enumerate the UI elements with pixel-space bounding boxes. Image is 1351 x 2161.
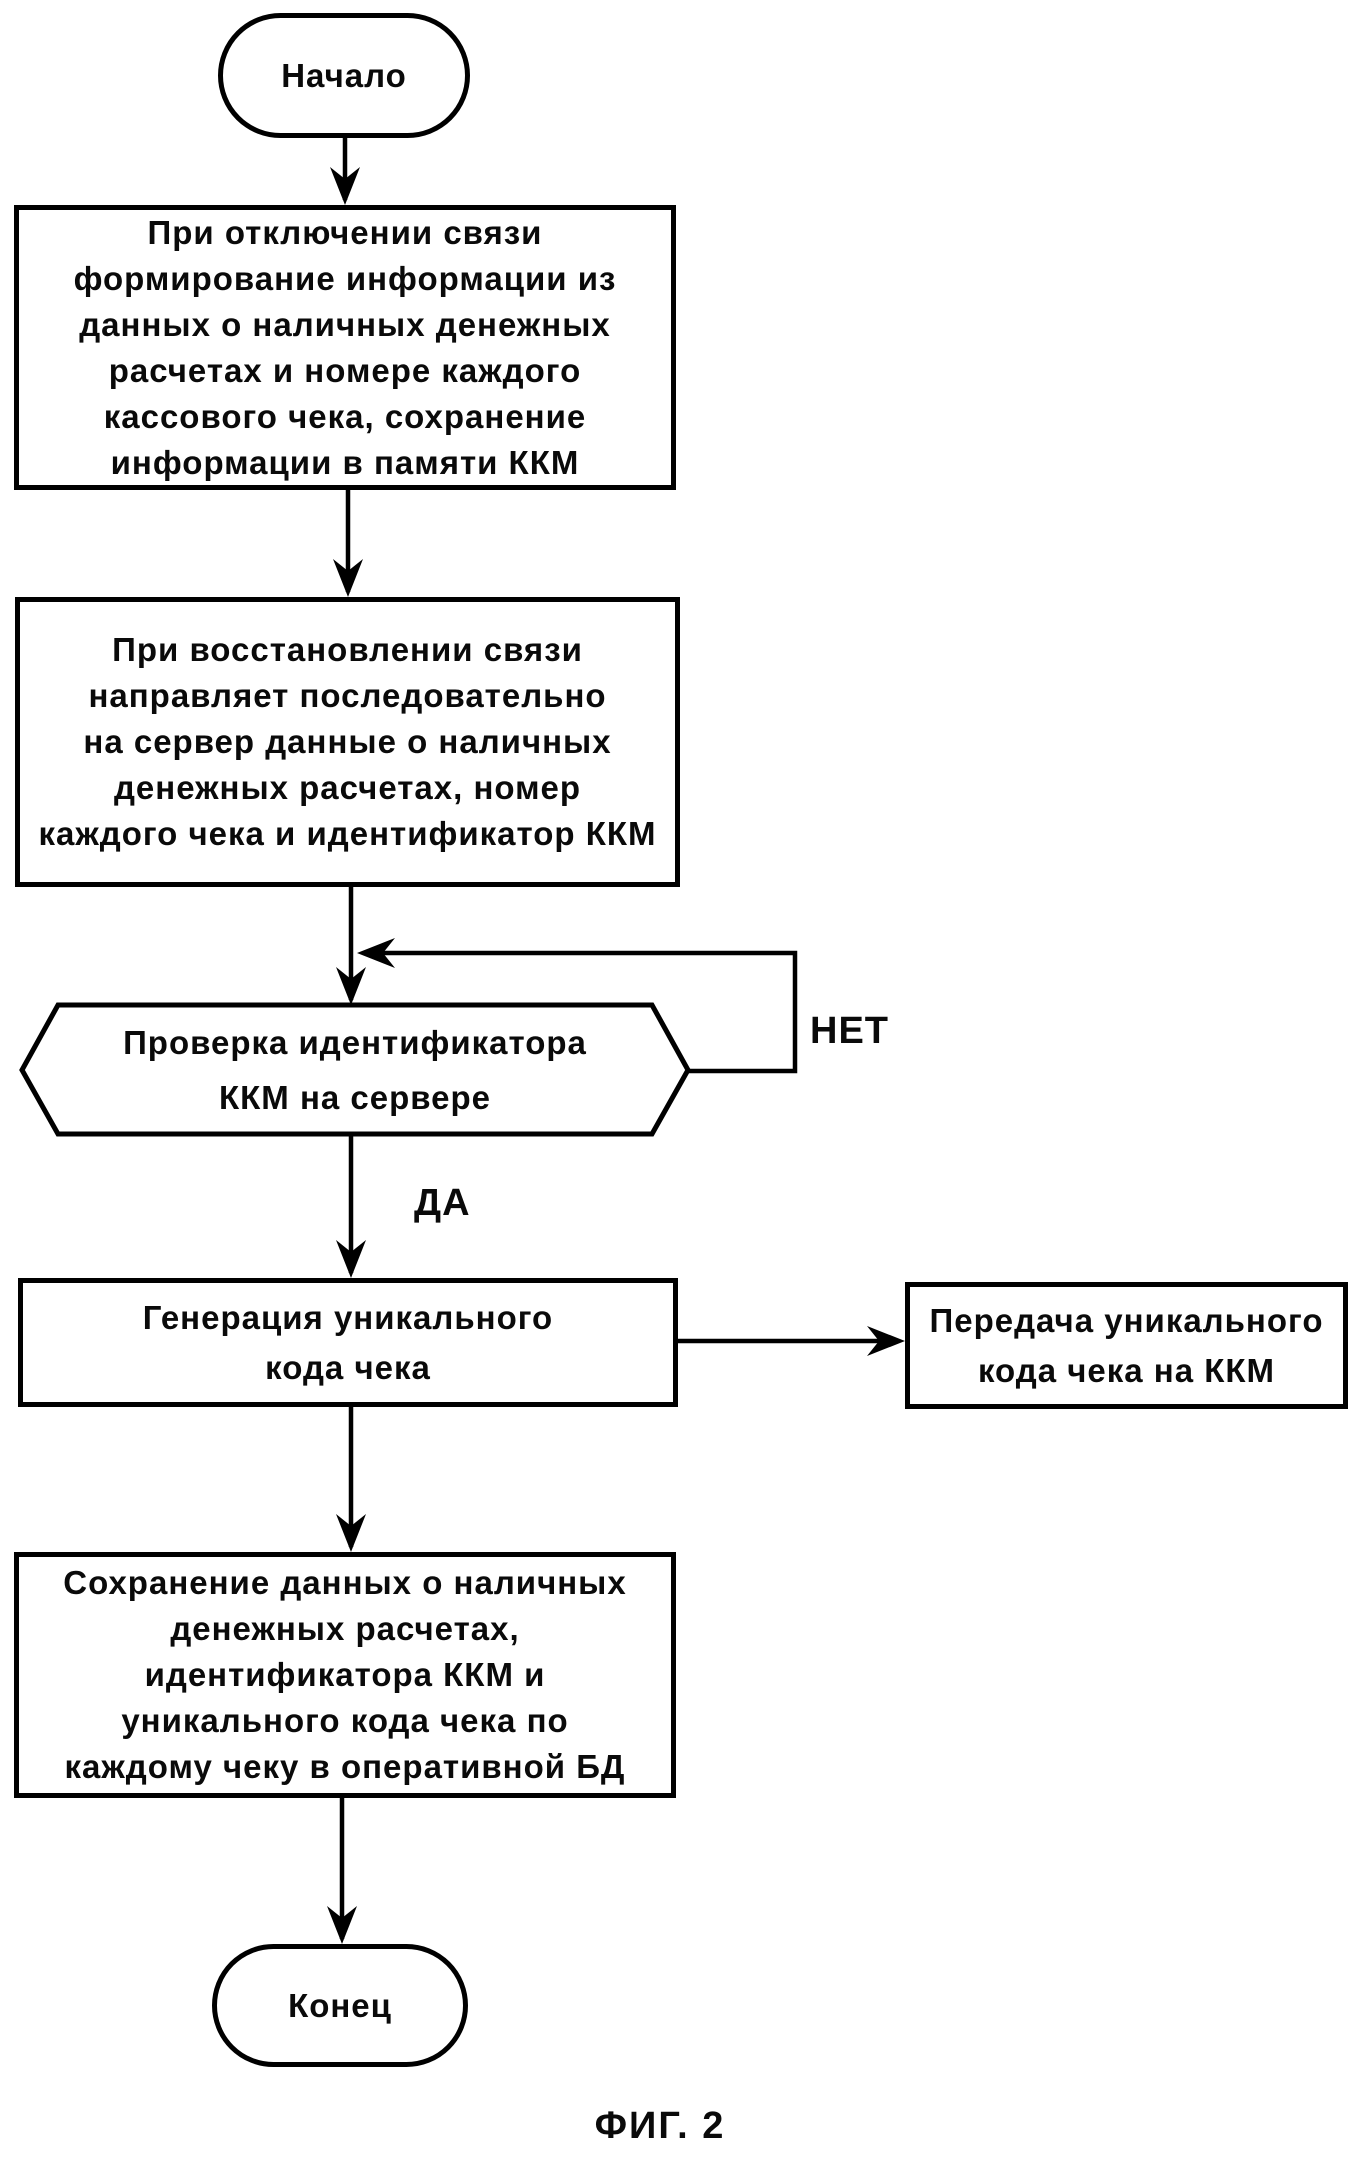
edge-label-no: НЕТ: [810, 1010, 889, 1052]
process-box-send-to-server-label: При восстановлении связи направляет последовательно на сервер данные о наличных денежных расчетах, номер каждого чека и идентификатор ККМ: [38, 631, 657, 852]
end-node-label: Конец: [288, 1986, 392, 2024]
process-box-offline-info: [14, 205, 676, 490]
process-box-transfer-code: [905, 1282, 1348, 1409]
edge-label-yes: ДА: [414, 1182, 471, 1224]
process-box-generate-code: [18, 1278, 678, 1407]
start-node: [218, 13, 470, 138]
process-box-offline-info-label: При отключении связи формирование информации из данных о наличных денежных расчетах и номере каждого кассового чека, сохранение информации в памяти ККМ: [73, 213, 617, 481]
process-box-transfer-code-label: Передача уникального кода чека на ККМ: [929, 1301, 1324, 1389]
figure-caption: ФИГ. 2: [594, 2105, 726, 2147]
end-node: [212, 1944, 468, 2067]
process-box-generate-code-label: Генерация уникального кода чека: [142, 1298, 554, 1386]
process-box-save-to-db-label: Сохранение данных о наличных денежных расчетах, идентификатора ККМ и уникального кода чека по каждому чеку в оперативной БД: [63, 1564, 627, 1785]
decision-node: [40, 1005, 670, 1134]
process-box-save-to-db: [14, 1552, 676, 1798]
process-box-send-to-server: [15, 597, 680, 887]
decision-node-label: Проверка идентификатора ККМ на сервере: [123, 1023, 587, 1116]
start-node-label: Начало: [281, 56, 407, 94]
